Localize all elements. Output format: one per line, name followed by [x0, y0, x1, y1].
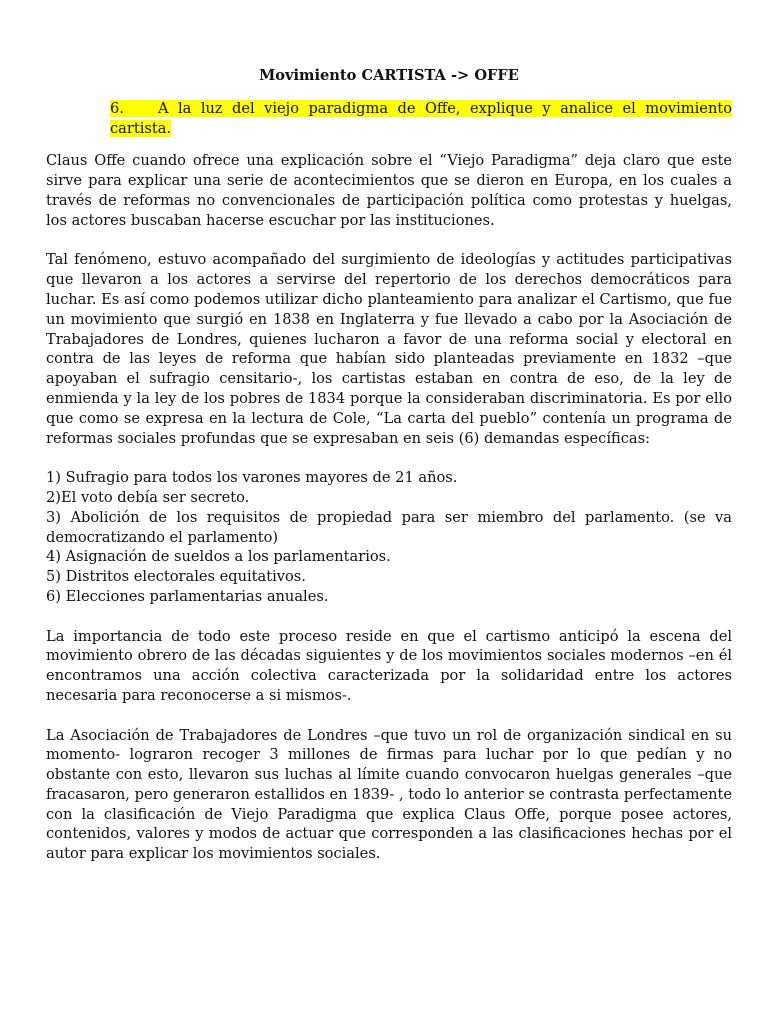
paragraph-intro: Claus Offe cuando ofrece una explicación sobre el “Viejo Paradigma” deja claro que este sirve para explicar una serie de acontecimientos que se dieron en Europa, en los cuales a través de reformas no convencionales de participación política como protestas y huelgas, los actores buscaban hacerse escuchar por las instituciones. — [46, 152, 732, 229]
list-item: 6) Elecciones parlamentarias anuales. — [46, 587, 329, 605]
question-block — [110, 99, 732, 139]
demands-list — [46, 468, 732, 607]
list-item: 3) Abolición de los requisitos de propiedad para ser miembro del parlamento. (se va democratizando el parlamento) — [46, 508, 732, 546]
list-item: 5) Distritos electorales equitativos. — [46, 568, 306, 586]
paragraph-association: La Asociación de Trabajadores de Londres –que tuvo un rol de organización sindical en su momento- lograron recoger 3 millones de firmas para luchar por lo que pedían y no obstante con esto, llevaron sus luchas al límite cuando convocaron huelgas generales –que fracasaron, pero generaron estallidos en 1839- , todo lo anterior se contrasta perfectamente con la clasificación de Viejo Paradigma que explica Claus Offe, porque posee actores, contenidos, valores y modos de actuar que corresponden a las clasificaciones hechas por el autor para explicar los movimientos sociales. — [46, 726, 732, 863]
list-item: 2)El voto debía ser secreto. — [46, 488, 250, 506]
document-title: Movimiento CARTISTA -> OFFE — [259, 67, 519, 84]
paragraph-context: Tal fenómeno, estuvo acompañado del surgimiento de ideologías y actitudes participativas que llevaron a los actores a servirse del repertorio de los derechos democráticos para luchar. Es así como podemos utilizar dicho planteamiento para analizar el Cartismo, que fue un movimiento que surgió en 1838 en Inglaterra y fue llevado a cabo por la Asociación de Trabajadores de Londres, quienes lucharon a favor de una reforma social y electoral en contra de las leyes de reforma que habían sido planteadas previamente en 1832 –que apoyaban el sufragio censitario-, los cartistas estaban en contra de eso, de la ley de enmienda y la ley de los pobres de 1834 porque la consideraban discriminatoria. Es por ello que como se expresa en la lectura de Cole, “La carta del pueblo” contenía un programa de reformas sociales profundas que se expresaban en seis (6) demandas específicas: — [46, 251, 732, 447]
highlighted-question — [110, 100, 732, 137]
list-item: 1) Sufragio para todos los varones mayores de 21 años. — [46, 469, 458, 487]
document-page — [46, 66, 732, 884]
question-number: 6. — [110, 99, 124, 117]
question-text: A la luz del viejo paradigma de Offe, explique y analice el movimiento cartista. — [110, 99, 732, 137]
list-item: 4) Asignación de sueldos a los parlamentarios. — [46, 548, 391, 566]
paragraph-importance: La importancia de todo este proceso reside en que el cartismo anticipó la escena del movimiento obrero de las décadas siguientes y de los movimientos sociales modernos –en él encontramos una acción colectiva caracterizada por la solidaridad entre los actores necesaria para reconocerse a si mismos-. — [46, 627, 732, 704]
